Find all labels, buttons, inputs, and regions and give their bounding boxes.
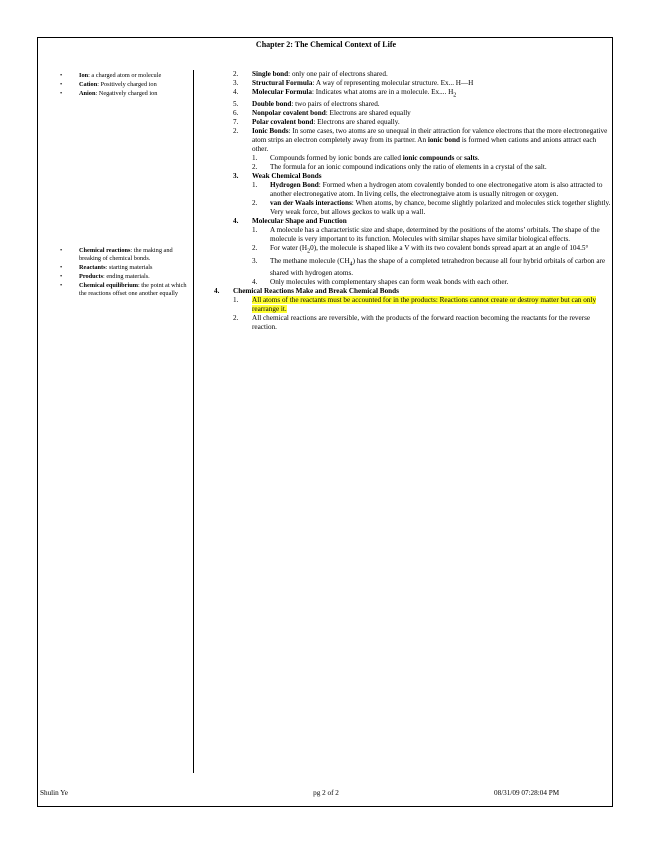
sidebar-definitions-group-1 xyxy=(60,72,194,99)
shape-item: 4. Only molecules with complementary shapes can form weak bonds with each other. xyxy=(252,278,509,287)
page-title: Chapter 2: The Chemical Context of Life xyxy=(255,40,397,49)
covalent-item: 2. Single bond: only one pair of electrons shared. xyxy=(233,70,388,78)
definition-chemical-equilibrium: • Chemical equilibrium: the point at which the reactions offset one another equally xyxy=(60,282,194,298)
footer-page-number: pg 2 of 2 xyxy=(313,789,339,797)
footer-author: Shulin Ye xyxy=(40,789,68,797)
chemical-reactions-heading: 4. Chemical Reactions Make and Break Chemical Bonds xyxy=(214,287,399,296)
covalent-item: 7. Polar covalent bond: Electrons are shared equally. xyxy=(233,118,400,127)
footer-timestamp: 08/31/09 07:28:04 PM xyxy=(494,789,560,797)
definition-chemical-reactions: • Chemical reactions: the making and breaking of chemical bonds. xyxy=(60,247,194,263)
main-notes xyxy=(210,70,614,332)
ionic-sub-item: 1. Compounds formed by ionic bonds are called ionic compounds or salts. xyxy=(252,154,480,163)
covalent-item: 4. Molecular Formula: Indicates what atoms are in a molecule. Ex.... $H_2$ xyxy=(233,88,457,99)
ionic-bonds-section: 2. Ionic Bonds: In some cases, two atoms are so unequal in their attraction for valence electrons that the more electronegative atom strips an electron completely away from its partner. An ionic bond is formed when cations and anions attract each other. xyxy=(233,127,608,154)
ionic-sub-item: 2. The formula for an ionic compound indications only the ratio of elements in a crystal of the salt. xyxy=(252,163,547,172)
covalent-item: 6. Nonpolar covalent bond: Electrons are shared equally xyxy=(233,109,411,118)
definition-reactants: • Reactants: starting materials xyxy=(60,264,194,272)
weak-bond-item: 1. Hydrogen Bond: Formed when a hydrogen atom covalently bonded to one electronegative atom is also attracted to another electronegative atom. In living cells, the electronegtaive atom is usually nitrogen or oxygen. xyxy=(252,181,603,199)
shape-item: 1. A molecule has a characteristic size and shape, determined by the positions of the atoms’ orbitals. The shape of the molecule is very important to its function. Molecules with similar shapes have similar biological effects. xyxy=(252,226,600,244)
weak-bond-item: 2. van der Waals interactions: When atoms, by chance, become slightly polarized and molecules stick together slightly. Very weak force, but allows geckos to walk up a wall. xyxy=(252,199,611,217)
covalent-item: 3. Structural Formula: A way of representing molecular structure. Ex... H—H xyxy=(233,79,474,87)
shape-item: 2. For water $(H_20)$, the molecule is shaped like a V with its two covalent bonds spread apart at an angle of 104.5° xyxy=(252,244,589,255)
molecular-shape-heading: 4. Molecular Shape and Function xyxy=(233,217,347,226)
covalent-item: 5. Double bond: two pairs of electrons shared. xyxy=(233,100,380,109)
reaction-item: 1. All atoms of the reactants must be accounted for in the products: Reactions cannot create or destroy matter but can only rearrange it. xyxy=(233,296,597,314)
definition-ion: • Ion: a charged atom or molecule xyxy=(60,72,194,80)
definition-anion: • Anion: Negatively charged ion xyxy=(60,90,194,98)
highlighted-text: All atoms of the reactants must be accounted for in the products: Reactions cannot create or destroy matter but can only rearrange it. xyxy=(252,296,597,314)
column-divider xyxy=(193,70,194,773)
weak-bonds-heading: 3. Weak Chemical Bonds xyxy=(233,172,322,181)
definition-products: • Products: ending materials. xyxy=(60,273,194,281)
reaction-item: 2. All chemical reactions are reversible, with the products of the forward reaction becoming the reactants for the reverse reaction. xyxy=(233,314,591,332)
definition-cation: • Cation: Positively charged ion xyxy=(60,81,194,89)
shape-item: 3. The methane molecule $(CH_4)$ has the shape of a completed tetrahedron because all four hybrid orbitals of carbon are shared with hydrogen atoms. xyxy=(252,256,606,278)
sidebar-definitions-group-2 xyxy=(60,247,194,299)
